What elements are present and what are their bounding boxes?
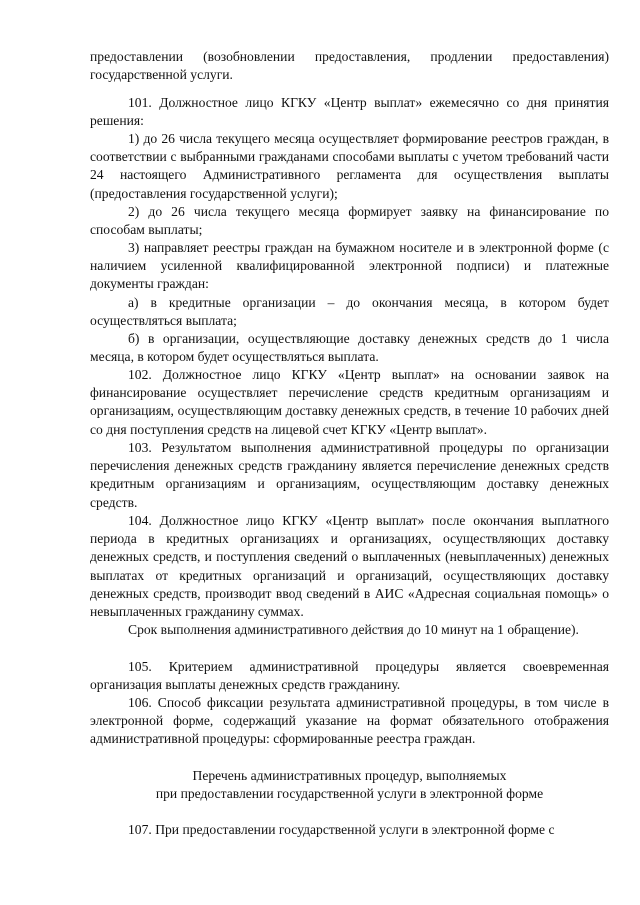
- paragraph-107: 107. При предоставлении государственной услуги в электронной форме с: [128, 822, 555, 837]
- paragraph-104: 104. Должностное лицо КГКУ «Центр выплат» после окончания выплатного периода в кредитных организациях и организациях, осуществляющих доставку денежных средств, и поступления сведений о выплаченных (невыплаченных) денежных выплатах от кредитных организаций и организаций, осуществляющих доставку денежных средств, производит ввод сведений в АИС «Адресная социальная помощь» о невыплаченных гражданину суммах.: [90, 513, 609, 620]
- paragraph-deadline: Срок выполнения административного действия до 10 минут на 1 обращение).: [128, 622, 579, 637]
- paragraph-101: 101. Должностное лицо КГКУ «Центр выплат» ежемесячно со дня принятия решения:: [90, 95, 609, 129]
- paragraph-101-item-2: 2) до 26 числа текущего месяца формирует заявку на финансирование по способам выплаты;: [90, 204, 609, 238]
- paragraph-101-item-3: 3) направляет реестры граждан на бумажном носителе и в электронной форме (с наличием усиленной квалифицированной электронной подписи) и платежные документы граждан:: [90, 240, 609, 292]
- paragraph-105: 105. Критерием административной процедуры является своевременная организация выплаты денежных средств гражданину.: [90, 659, 609, 693]
- paragraph-106: 106. Способ фиксации результата административной процедуры, в том числе в электронной форме, содержащий указание на формат обязательного отображения административной процедуры: сформированные реестра граждан.: [90, 695, 609, 747]
- paragraph-101-item-1: 1) до 26 числа текущего месяца осуществляет формирование реестров граждан, в соответствии с выбранными гражданами способами выплаты с учетом требований части 24 настоящего Административного регламента для осуществления выплаты (предоставления государственной услуги);: [90, 131, 609, 201]
- paragraph-101-item-a: а) в кредитные организации – до окончания месяца, в котором будет осуществляться выплата;: [90, 295, 609, 329]
- paragraph-103: 103. Результатом выполнения административной процедуры по организации перечисления денежных средств гражданину является перечисление денежных средств кредитным организациям и организациям, осуществляющим доставку денежных средств.: [90, 440, 609, 510]
- paragraph-102: 102. Должностное лицо КГКУ «Центр выплат» на основании заявок на финансирование осуществляет перечисление средств кредитным организациям и организациям, осуществляющим доставку денежных средств, в течение 10 рабочих дней со дня поступления средств на лицевой счет КГКУ «Центр выплат».: [90, 367, 609, 437]
- section-heading-line-2: при предоставлении государственной услуги в электронной форме: [155, 786, 544, 801]
- paragraph-101-item-b: б) в организации, осуществляющие доставку денежных средств до 1 числа месяца, в котором будет осуществляться выплата.: [90, 331, 609, 365]
- paragraph-continuation: предоставлении (возобновлении предоставления, продлении предоставления) государственной услуги.: [90, 49, 609, 83]
- section-heading-line-1: Перечень административных процедур, выполняемых: [192, 768, 507, 783]
